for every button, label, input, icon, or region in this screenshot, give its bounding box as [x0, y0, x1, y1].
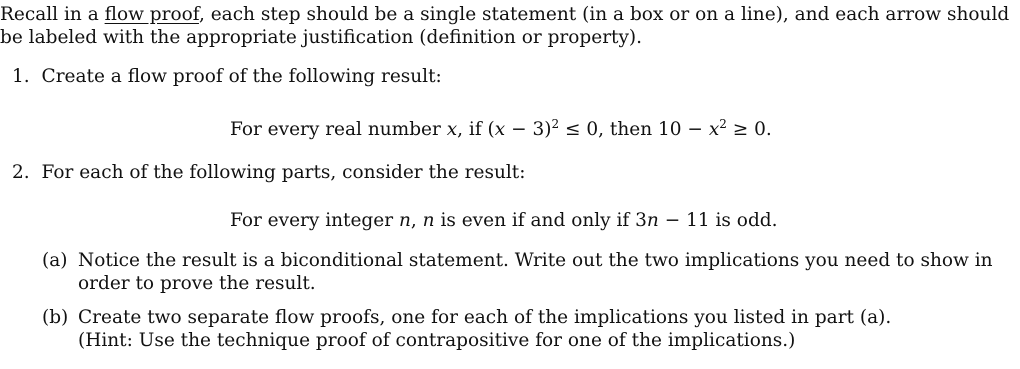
intro-line-2: be labeled with the appropriate justification (definition or property). — [0, 27, 643, 48]
intro-text: , each step should be a single statement (in a box or on a line), and each arrow should — [198, 4, 1010, 25]
part-a-line-1: Notice the result is a biconditional statement. Write out the two implications you need to show in — [78, 250, 993, 271]
math-var-n: n — [646, 210, 659, 231]
part-b-label: (b) — [42, 307, 69, 328]
math-var-x: x — [708, 119, 720, 141]
flow-proof-term: flow proof — [104, 4, 199, 25]
intro-line-1 — [0, 3, 1009, 26]
exponent: 2 — [719, 117, 727, 131]
math-var-x: x — [494, 119, 506, 141]
problem-2-statement: For every integer n, n is even if and only if 3n − 11 is odd. — [230, 210, 778, 231]
problem-1-text: Create a flow proof of the following result: — [41, 66, 442, 87]
part-a-label: (a) — [42, 250, 68, 271]
problem-2-prompt — [12, 161, 525, 184]
problem-2-label: 2. — [12, 162, 30, 183]
part-a-line-2: order to prove the result. — [78, 273, 316, 294]
intro-text: Recall in a — [0, 4, 105, 25]
problem-1-prompt — [12, 65, 442, 88]
math-var-n: n — [398, 210, 411, 231]
math-var-x: x — [446, 119, 458, 141]
problem-1-label: 1. — [12, 66, 30, 87]
problem-2-text: For each of the following parts, consider the result: — [41, 162, 526, 183]
part-b-line-2: (Hint: Use the technique proof of contrapositive for one of the implications.) — [78, 330, 796, 351]
exponent: 2 — [551, 117, 560, 131]
problem-1-statement: For every real number x, if $(x - 3)^2 \le 0$, then $10 - x^2 \ge 0$. — [230, 117, 772, 141]
part-b-line-1: Create two separate flow proofs, one for each of the implications you listed in part (a). — [78, 307, 892, 328]
math-var-n: n — [422, 210, 435, 231]
